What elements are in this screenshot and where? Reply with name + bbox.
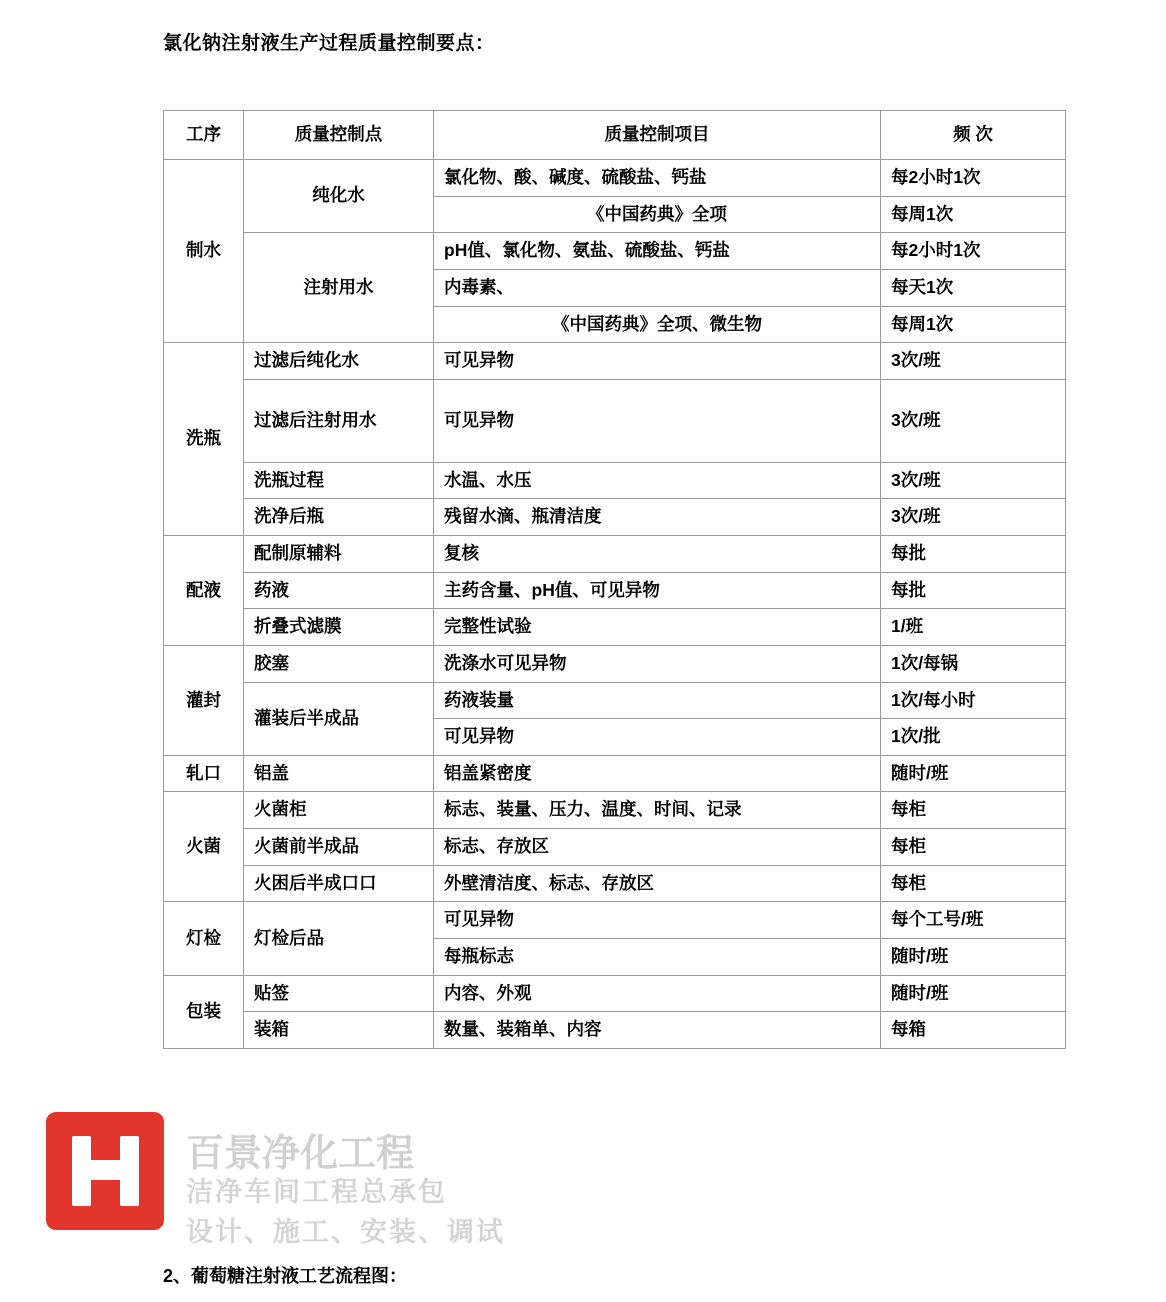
cell-control-point: 药液 (244, 572, 434, 609)
cell-frequency: 每周1次 (881, 306, 1066, 343)
table-row (164, 975, 1066, 1012)
cell-frequency: 每2小时1次 (881, 233, 1066, 270)
table-row (164, 462, 1066, 499)
cell-control-item: pH值、氯化物、氨盐、硫酸盐、钙盐 (434, 233, 881, 270)
cell-frequency: 每批 (881, 536, 1066, 573)
table-row (164, 379, 1066, 462)
table-row (164, 343, 1066, 380)
cell-frequency: 每周1次 (881, 196, 1066, 233)
cell-control-point: 火困后半成口口 (244, 865, 434, 902)
cell-frequency: 每个工号/班 (881, 902, 1066, 939)
cell-control-item: 主药含量、pH值、可见异物 (434, 572, 881, 609)
page-title: 氯化钠注射液生产过程质量控制要点： (163, 33, 495, 54)
cell-process: 灌封 (164, 645, 244, 755)
cell-frequency: 每柜 (881, 865, 1066, 902)
table-row (164, 792, 1066, 829)
table-row (164, 499, 1066, 536)
table-row (164, 572, 1066, 609)
cell-control-item: 水温、水压 (434, 462, 881, 499)
cell-control-item: 可见异物 (434, 902, 881, 939)
cell-control-item: 复核 (434, 536, 881, 573)
cell-control-item: 外壁清洁度、标志、存放区 (434, 865, 881, 902)
cell-frequency: 1次/每小时 (881, 682, 1066, 719)
cell-control-point: 注射用水 (244, 233, 434, 343)
cell-control-point: 过滤后纯化水 (244, 343, 434, 380)
cell-frequency: 3次/班 (881, 343, 1066, 380)
cell-control-point: 装箱 (244, 1012, 434, 1049)
cell-frequency: 每天1次 (881, 269, 1066, 306)
cell-control-item: 药液装量 (434, 682, 881, 719)
cell-process: 制水 (164, 160, 244, 343)
table-row (164, 755, 1066, 792)
table-row (164, 902, 1066, 939)
cell-frequency: 每柜 (881, 829, 1066, 866)
cell-control-item: 数量、装箱单、内容 (434, 1012, 881, 1049)
cell-control-point: 过滤后注射用水 (244, 379, 434, 462)
cell-process: 轧口 (164, 755, 244, 792)
cell-process: 包装 (164, 975, 244, 1048)
cell-frequency: 1次/每锅 (881, 645, 1066, 682)
cell-control-item: 可见异物 (434, 719, 881, 756)
table-row (164, 645, 1066, 682)
header-process: 工序 (164, 111, 244, 160)
cell-control-item: 可见异物 (434, 379, 881, 462)
table-row (164, 609, 1066, 646)
cell-frequency: 1/班 (881, 609, 1066, 646)
table-row (164, 233, 1066, 270)
cell-control-point: 铝盖 (244, 755, 434, 792)
cell-frequency: 随时/班 (881, 975, 1066, 1012)
table-row (164, 160, 1066, 197)
company-logo-icon (46, 1112, 164, 1230)
cell-control-item: 《中国药典》全项 (434, 196, 881, 233)
cell-control-point: 灌装后半成品 (244, 682, 434, 755)
cell-control-item: 可见异物 (434, 343, 881, 380)
cell-control-item: 标志、装量、压力、温度、时间、记录 (434, 792, 881, 829)
table-row (164, 682, 1066, 719)
cell-frequency: 每柜 (881, 792, 1066, 829)
table-row (164, 865, 1066, 902)
cell-control-point: 洗净后瓶 (244, 499, 434, 536)
cell-process: 洗瓶 (164, 343, 244, 536)
header-frequency: 频 次 (881, 111, 1066, 160)
cell-control-item: 完整性试验 (434, 609, 881, 646)
cell-control-item: 每瓶标志 (434, 938, 881, 975)
table-header-row (164, 111, 1066, 160)
cell-frequency: 每2小时1次 (881, 160, 1066, 197)
footer-note: 2、葡萄糖注射液工艺流程图： (163, 1266, 408, 1286)
cell-frequency: 随时/班 (881, 755, 1066, 792)
cell-control-point: 洗瓶过程 (244, 462, 434, 499)
cell-control-item: 《中国药典》全项、微生物 (434, 306, 881, 343)
table-row (164, 1012, 1066, 1049)
watermark-line-2: 洁净车间工程总承包 (186, 1177, 447, 1207)
watermark (46, 1104, 586, 1264)
cell-frequency: 3次/班 (881, 462, 1066, 499)
watermark-line-1: 百景净化工程 (186, 1133, 415, 1175)
cell-control-point: 胶塞 (244, 645, 434, 682)
cell-control-item: 标志、存放区 (434, 829, 881, 866)
cell-frequency: 每批 (881, 572, 1066, 609)
cell-control-point: 折叠式滤膜 (244, 609, 434, 646)
cell-control-point: 火菌前半成品 (244, 829, 434, 866)
cell-frequency: 每箱 (881, 1012, 1066, 1049)
table-row (164, 829, 1066, 866)
cell-process: 火菌 (164, 792, 244, 902)
cell-control-item: 内毒素、 (434, 269, 881, 306)
cell-control-item: 氯化物、酸、碱度、硫酸盐、钙盐 (434, 160, 881, 197)
cell-control-point: 火菌柜 (244, 792, 434, 829)
cell-control-point: 贴签 (244, 975, 434, 1012)
cell-control-item: 洗涤水可见异物 (434, 645, 881, 682)
cell-process: 灯检 (164, 902, 244, 975)
cell-control-item: 铝盖紧密度 (434, 755, 881, 792)
cell-control-item: 残留水滴、瓶清洁度 (434, 499, 881, 536)
cell-frequency: 3次/班 (881, 379, 1066, 462)
watermark-line-3: 设计、施工、安装、调试 (186, 1217, 505, 1247)
cell-process: 配液 (164, 536, 244, 646)
cell-control-point: 配制原辅料 (244, 536, 434, 573)
header-control-item: 质量控制项目 (434, 111, 881, 160)
cell-control-point: 灯检后品 (244, 902, 434, 975)
header-control-point: 质量控制点 (244, 111, 434, 160)
cell-control-item: 内容、外观 (434, 975, 881, 1012)
cell-frequency: 3次/班 (881, 499, 1066, 536)
quality-control-table (163, 110, 1066, 1049)
cell-frequency: 随时/班 (881, 938, 1066, 975)
cell-frequency: 1次/批 (881, 719, 1066, 756)
cell-control-point: 纯化水 (244, 160, 434, 233)
table-row (164, 536, 1066, 573)
